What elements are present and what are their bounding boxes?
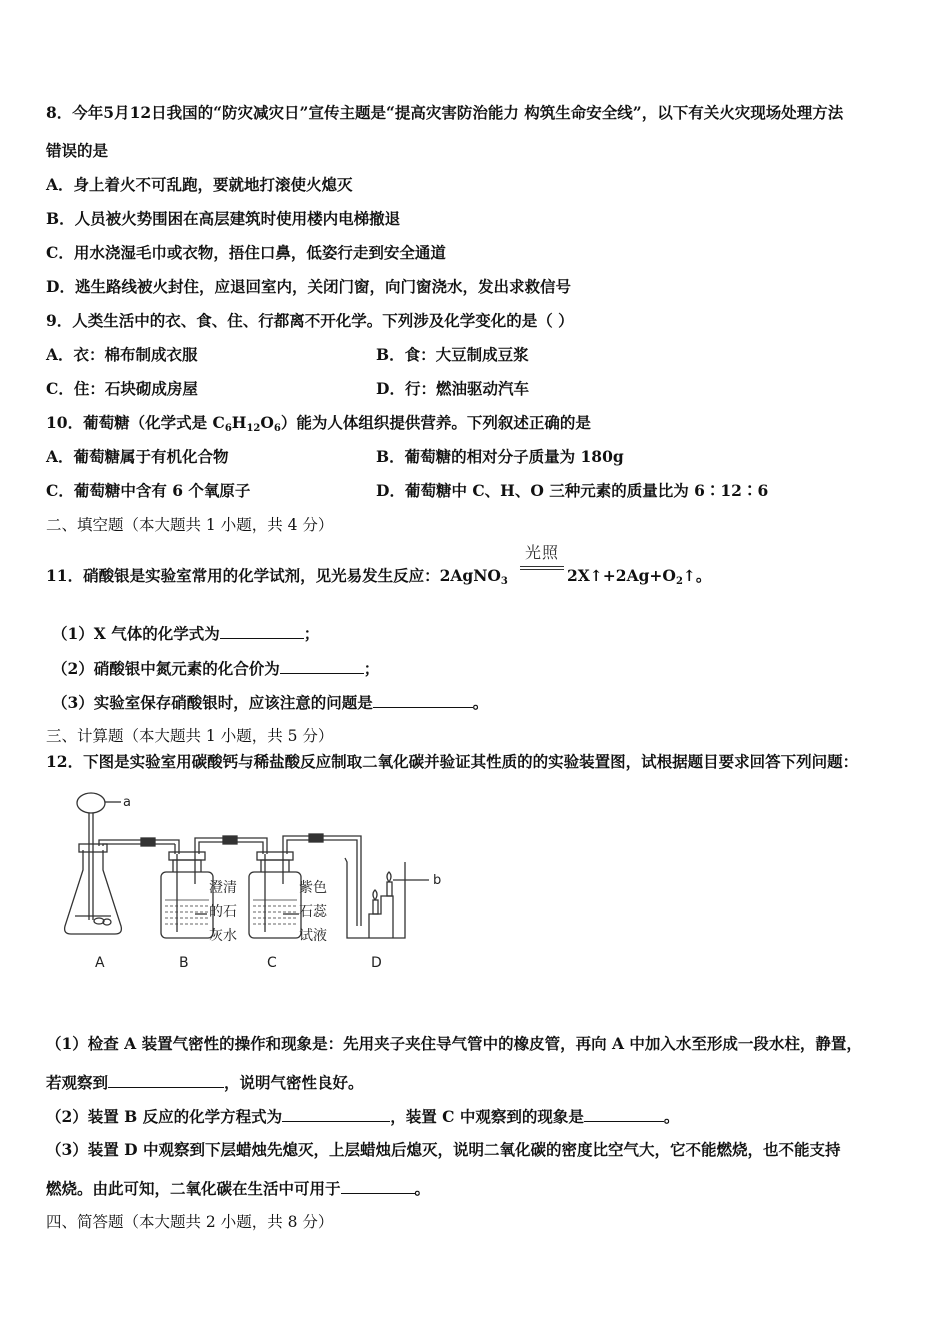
q11-part3-post: 。 [472,693,489,712]
q12-part1-post: ，说明气密性良好。 [224,1073,364,1092]
q9-stem: 9．人类生活中的衣、食、住、行都离不开化学。下列涉及化学变化的是（ ） [46,311,574,330]
q10-sub-o: 6 [273,423,281,434]
q8-stem-line2: 错误的是 [46,141,109,160]
section2-heading: 二、填空题（本大题共 1 小题，共 4 分） [46,516,334,534]
q10-option-c: C．葡萄糖中含有 6 个氧原子 [46,481,251,500]
q11-stem [46,566,508,592]
section3-heading: 三、计算题（本大题共 1 小题，共 5 分） [46,727,334,745]
apparatus-figure [55,788,455,978]
q12-part2 [46,1106,679,1127]
tube-a-b-bottom [103,844,175,846]
q11-products-pre: 2X↑+2Ag+O [567,566,676,585]
q11-stem-text: 11．硝酸银是实验室常用的化学试剂，见光易发生反应：2AgNO [46,566,501,585]
q10-option-a: A．葡萄糖属于有机化合物 [46,447,229,466]
separatory-funnel-bulb [77,793,105,813]
q12-part1-pre: 若观察到 [46,1073,109,1092]
q11-products-post: ↑。 [682,566,712,585]
candle-upper [387,882,392,896]
q11-part1 [52,623,319,644]
q12-part3-post: 。 [414,1179,431,1198]
b-liquid-lines [165,900,209,924]
q11-blank-3[interactable] [373,692,473,708]
q11-blank-2[interactable] [280,658,364,674]
q10-option-b: B．葡萄糖的相对分子质量为 180g [376,447,624,466]
q12-part1-line1: （1）检查 A 装置气密性的操作和现象是：先用夹子夹住导气管中的橡皮管，再向 A 中加入水至形成一段水柱，静置， [46,1034,862,1053]
tube-a-b-top [99,840,175,846]
reaction-condition [520,540,564,570]
section4-heading: 四、简答题（本大题共 2 小题，共 8 分） [46,1213,334,1231]
q8-option-a: A．身上着火不可乱跑，要就地打滚使火熄灭 [46,175,353,194]
reaction-double-bar [520,566,564,570]
q9-option-c: C．住：石块砌成房屋 [46,379,198,398]
q10-sub-c: 6 [224,423,232,434]
caco3-lump-1 [94,918,104,924]
q12-part2-pre: （2）装置 B 反应的化学方程式为 [46,1107,283,1126]
q12-blank-1[interactable] [108,1072,224,1088]
flame-lower [373,890,377,900]
q11-products-sub: 2 [675,576,683,587]
q11-part3-pre: （3）实验室保存硝酸银时，应该注意的问题是 [52,693,373,712]
q10-stem [46,413,591,439]
c-liquid-label-1: 紫色 [299,880,327,896]
q8-stem-line1: 8．今年5月12日我国的“防灾减灾日”宣传主题是“提高灾害防治能力 构筑生命安全线”，以下有关火灾现场处理方法 [46,103,844,122]
q11-part3 [52,692,488,713]
q10-o: O [260,413,274,432]
b-liquid-label-3: 灰水 [209,928,237,944]
q9-option-d: D．行：燃油驱动汽车 [376,379,529,398]
q11-part2-post: ； [363,659,380,678]
c-liquid-label-3: 试液 [299,928,327,944]
q12-part2-post: 。 [663,1107,680,1126]
q10-h: H [231,413,247,432]
q11-part2 [52,658,379,679]
q11-products [567,566,711,592]
label-b: b [433,873,442,888]
beaker-d [345,858,405,938]
q12-blank-4[interactable] [341,1178,415,1194]
q10-option-d: D．葡萄糖中 C、H、O 三种元素的质量比为 6∶12∶6 [376,481,769,500]
label-a: a [123,795,131,810]
q9-option-b: B．食：大豆制成豆浆 [376,345,529,364]
q11-part1-pre: （1）X 气体的化学式为 [52,624,220,643]
q12-stem: 12．下图是实验室用碳酸钙与稀盐酸反应制取二氧化碳并验证其性质的的实验装置图，试根据题目要求回答下列问题： [46,752,859,771]
q12-part3-line2 [46,1178,430,1199]
rubber-tube-cd [309,834,323,842]
q10-stem-pre: 10．葡萄糖（化学式是 C [46,413,225,432]
rubber-tube-bc [223,836,237,844]
caption-d: D [371,955,382,971]
bottle-b [161,872,213,938]
q9-option-a: A．衣：棉布制成衣服 [46,345,198,364]
q10-stem-post: ）能为人体组织提供营养。下列叙述正确的是 [280,413,591,432]
q11-sub-3: 3 [500,576,508,587]
b-liquid-label-2: 的石 [209,904,237,920]
q11-part1-post: ； [303,624,320,643]
q11-part2-pre: （2）硝酸银中氮元素的化合价为 [52,659,280,678]
q8-option-c: C．用水浇湿毛巾或衣物，捂住口鼻，低姿行走到安全通道 [46,243,446,262]
q11-blank-1[interactable] [220,623,304,639]
q12-part1-line2 [46,1072,364,1093]
candle-lower [373,900,378,914]
rubber-tube-ab [141,838,155,846]
b-liquid-label-1: 澄清 [209,880,237,896]
q12-blank-3[interactable] [584,1106,664,1122]
q10-sub-h: 12 [246,423,261,434]
q12-part3-line1: （3）装置 D 中观察到下层蜡烛先熄灭，上层蜡烛后熄灭，说明二氧化碳的密度比空气大，它不能燃烧，也不能支持 [46,1140,841,1159]
q8-option-b: B．人员被火势围困在高层建筑时使用楼内电梯撤退 [46,209,401,228]
caption-a: A [95,955,105,971]
q8-option-d: D．逃生路线被火封住，应退回室内，关闭门窗，向门窗浇水，发出求救信号 [46,277,571,296]
bottle-c [249,872,301,938]
q12-part3-pre: 燃烧。由此可知，二氧化碳在生活中可用于 [46,1179,341,1198]
reaction-condition-text: 光照 [524,543,559,562]
caption-c: C [267,955,277,971]
c-liquid-lines [253,900,297,924]
c-liquid-label-2: 石蕊 [299,904,327,920]
q12-part2-mid: ，装置 C 中观察到的现象是 [390,1107,584,1126]
q12-blank-2[interactable] [282,1106,390,1122]
flame-upper [387,872,391,882]
caption-b: B [179,955,189,971]
